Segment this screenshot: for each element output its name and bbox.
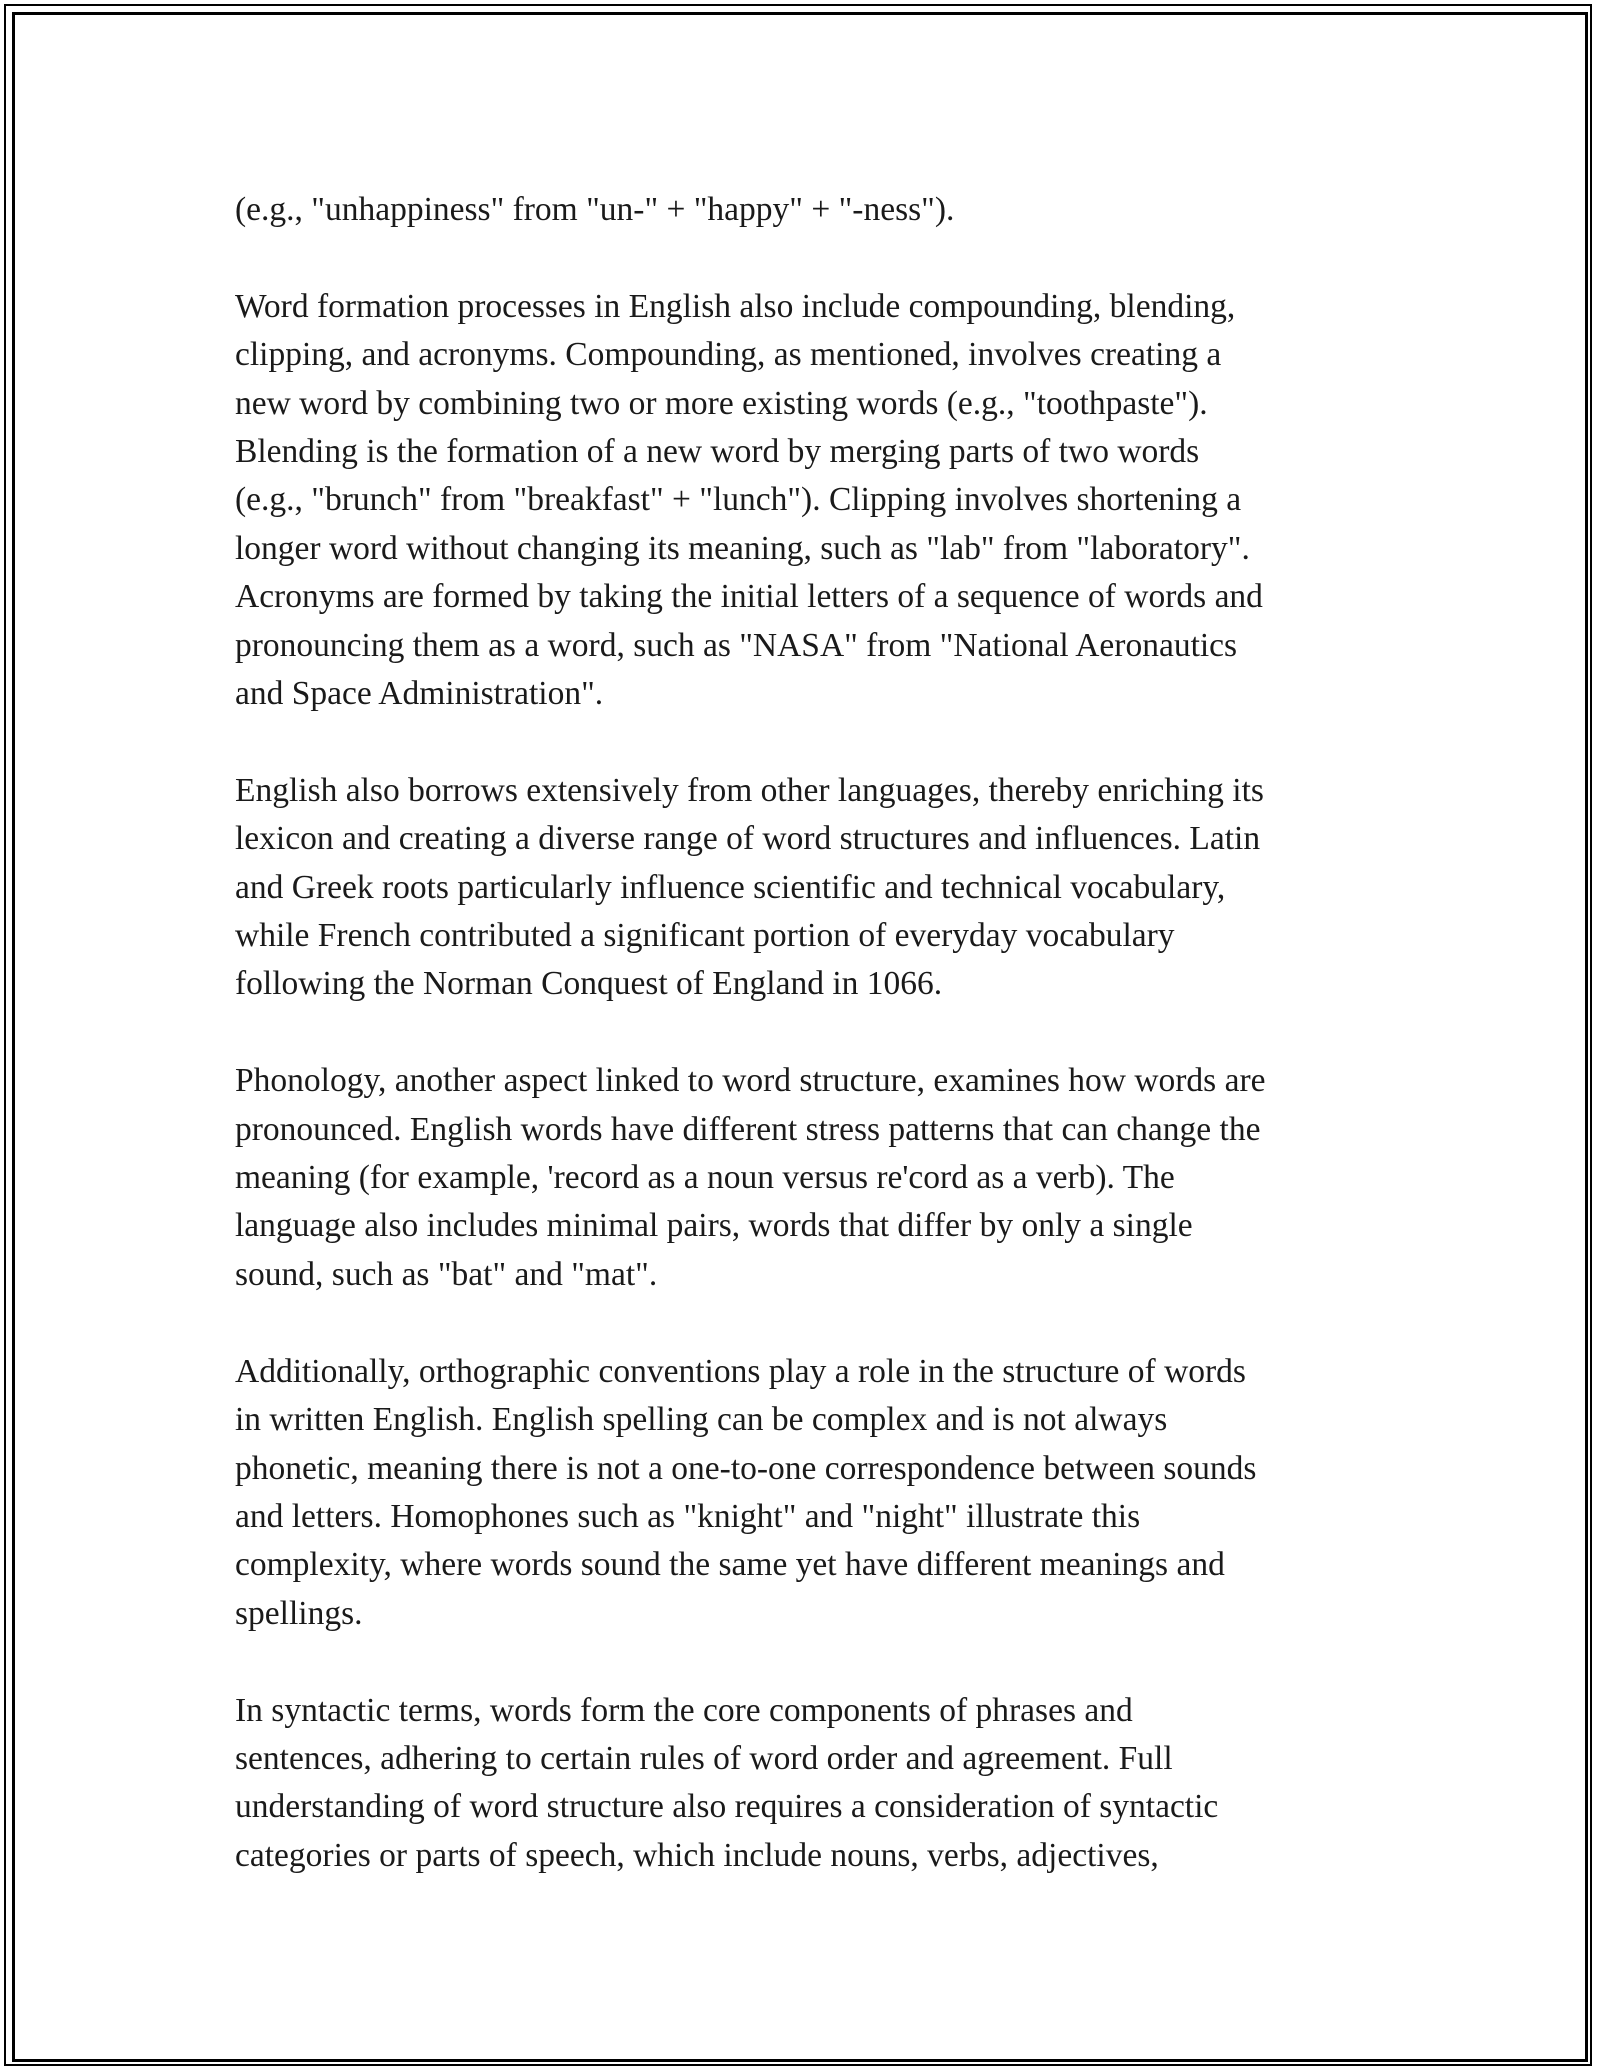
document-body <box>235 186 1375 1880</box>
paragraph-prefix-continuation: (e.g., "unhappiness" from "un-" + "happy" + "-ness"). <box>235 191 955 228</box>
paragraph-borrowing: English also borrows extensively from other languages, thereby enriching its lexicon and creating a diverse range of word structures and influences. Latin and Greek roots particularly influence scientific and technical vocabulary, while French contributed a significant portion of everyday vocabulary following the Norman Conquest of England in 1066. <box>235 771 1264 1003</box>
paragraph-phonology: Phonology, another aspect linked to word structure, examines how words are pronounced. English words have different stress patterns that can change the meaning (for example, 'record as a noun versus re'cord as a verb). The language also includes minimal pairs, words that differ by only a single sound, such as "bat" and "mat". <box>235 1062 1266 1293</box>
paragraph-syntax: In syntactic terms, words form the core components of phrases and sentences, adhering to certain rules of word order and agreement. Full understanding of word structure also requires a consideration of syntactic categories or parts of speech, which include nouns, verbs, adjectives, <box>235 1691 1219 1874</box>
paragraph-orthography: Additionally, orthographic conventions play a role in the structure of words in written English. English spelling can be complex and is not always phonetic, meaning there is not a one-to-one correspondence between sounds and letters. Homophones such as "knight" and "night" illustrate this complexity, where words sound the same yet have different meanings and spellings. <box>235 1352 1257 1632</box>
paragraph-word-formation: Word formation processes in English also include compounding, blending, clipping, and acronyms. Compounding, as mentioned, involves creating a new word by combining two or more existing words (e.g., "toothpaste"). Blending is the formation of a new word by merging parts of two words (e.g., "brunch" from "breakfast" + "lunch"). Clipping involves shortening a longer word without changing its meaning, such as "lab" from "laboratory". Acronyms are formed by taking the initial letters of a sequence of words and pronouncing them as a word, such as "NASA" from "National Aeronautics and Space Administration". <box>235 287 1263 713</box>
